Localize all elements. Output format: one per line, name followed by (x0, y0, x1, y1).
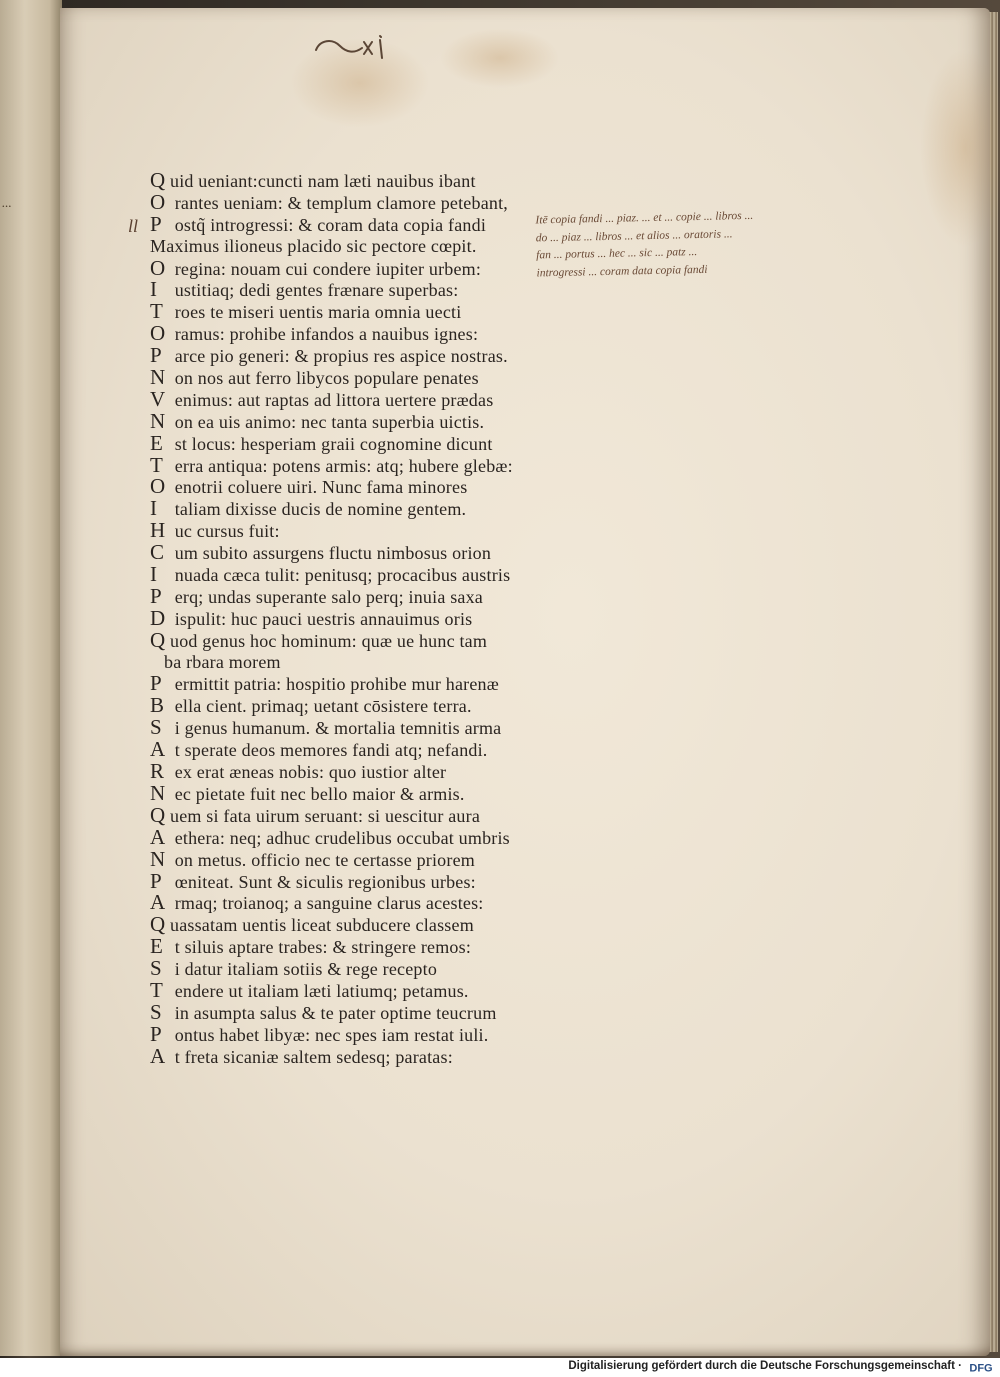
verse-line-text: um subito assurgens fluctu nimbosus orion (170, 543, 492, 564)
verse-initial: V (150, 386, 166, 411)
verse-line-text: uc cursus fuit: (170, 521, 280, 542)
verse-line (150, 627, 530, 652)
folio-handwritten-mark (310, 28, 400, 68)
verse-line (150, 824, 530, 849)
verse-line (150, 802, 530, 827)
verse-initial: T (150, 977, 164, 1002)
verse-line (150, 430, 530, 455)
verse-line (150, 1021, 530, 1046)
verse-line-text: erra antiqua: potens armis: atq; hubere glebæ: (170, 455, 513, 476)
verse-line-text: on ea uis animo: nec tanta superbia uictis. (170, 411, 485, 432)
verse-initial: A (150, 737, 166, 762)
handwritten-annotation (535, 204, 956, 283)
verse-initial: N (150, 408, 166, 433)
verse-line (150, 211, 530, 236)
verse-line (150, 367, 530, 389)
verse-line (150, 189, 530, 214)
verse-line-text: i datur italiam sotiis & rege recepto (170, 959, 438, 980)
verse-line (150, 977, 530, 1002)
verse-initial: P (150, 671, 162, 696)
verse-line-text: t siluis aptare trabes: & stringere remos: (170, 937, 472, 958)
verse-line (150, 170, 530, 192)
verse-line-text: uid ueniant:cuncti nam læti nauibus ibant (170, 171, 476, 191)
verse-line-text: roes te miseri uentis maria omnia uecti (170, 302, 462, 323)
verse-line (150, 739, 530, 761)
verse-line (150, 761, 530, 783)
verse-line (150, 236, 530, 258)
verse-line-text: on nos aut ferro libycos populare penates (170, 368, 479, 389)
verse-initial: T (150, 452, 164, 477)
verse-line (150, 323, 530, 345)
verse-initial: O (150, 255, 166, 280)
verse-line (150, 476, 530, 498)
verse-text-block (150, 170, 530, 1068)
verse-initial: S (150, 715, 162, 740)
verse-line-text: endere ut italiam læti latiumq; petamus. (170, 980, 469, 1001)
verse-initial: P (150, 343, 162, 368)
verse-initial: S (150, 999, 162, 1024)
verse-line (150, 695, 530, 717)
verse-line-text: ethera: neq; adhuc crudelibus occubat umbris (170, 827, 510, 848)
verse-line-text: on metus. officio nec te certasse priorem (170, 849, 475, 870)
verse-line (150, 279, 530, 301)
verse-line-text: enimus: aut raptas ad littora uertere prædas (170, 389, 494, 410)
verse-line-text: uod genus hoc hominum: quæ ue hunc tam (170, 630, 488, 651)
verse-line (150, 652, 530, 674)
verse-line (150, 498, 530, 520)
verse-line (150, 936, 530, 958)
facing-page-fragment: ... (2, 195, 12, 210)
verse-line-text: in asumpta salus & te pater optime teucrum (170, 1002, 497, 1023)
verse-line-text: t sperate deos memores fandi atq; nefandi. (170, 740, 488, 761)
verse-line-text: uassatam uentis liceat subducere classem (170, 915, 474, 936)
footer-credit: Digitalisierung gefördert durch die Deutsche Forschungsgemeinschaft · (568, 1360, 962, 1372)
verse-line-text: ec pietate fuit nec bello maior & armis. (170, 783, 465, 804)
verse-line-text: arce pio generi: & propius res aspice nostras. (170, 346, 508, 367)
verse-initial: O (150, 189, 166, 214)
verse-line-text: st locus: hesperiam graii cognomine dicunt (170, 433, 493, 454)
verse-initial: Q (150, 802, 166, 827)
verse-initial: O (150, 321, 166, 346)
verse-line-text: taliam dixisse ducis de nomine gentem. (170, 499, 467, 520)
verse-initial: H (150, 518, 166, 543)
verse-initial: A (150, 824, 166, 849)
verse-initial: N (150, 846, 166, 871)
verse-line-text: ba rbara morem (164, 651, 281, 672)
verse-line-text: i genus humanum. & mortalia temnitis arma (170, 718, 502, 739)
verse-line-text: t freta sicaniæ saltem sedesq; paratas: (170, 1046, 453, 1067)
verse-initial: I (150, 562, 158, 587)
verse-line-text: ermittit patria: hospitio prohibe mur harenæ (170, 674, 499, 695)
water-stain (440, 28, 560, 88)
verse-line-text: ramus: prohibe infandos a nauibus ignes: (170, 324, 479, 345)
verse-initial: D (150, 605, 166, 630)
footer-bar (0, 1358, 1000, 1377)
verse-line-text: nuada cæca tulit: penitusq; procacibus austris (170, 565, 511, 586)
annotation-line: do ... piaz ... libros ... et alios ... oratoris ... (535, 227, 733, 244)
verse-line (150, 301, 530, 323)
verse-line-text: uem si fata uirum seruant: si uescitur aura (170, 805, 481, 826)
verse-initial: T (150, 299, 164, 324)
verse-line-text: ex erat æneas nobis: quo iustior alter (170, 762, 447, 783)
verse-line-text: ella cient. primaq; uetant cōsistere terra. (170, 696, 472, 717)
verse-line-text: regina: nouam cui condere iupiter urbem: (170, 258, 482, 279)
verse-initial: B (150, 693, 165, 718)
verse-line (150, 673, 530, 695)
verse-initial: R (150, 759, 165, 784)
svg-text:DFG: DFG (969, 1362, 993, 1375)
verse-initial: I (150, 496, 158, 521)
verse-initial: C (150, 540, 165, 565)
verse-line (150, 452, 530, 477)
verse-line-text: Maximus ilioneus placido sic pectore cœpit. (150, 235, 477, 256)
verse-line-text: ispulit: huc pauci uestris annauimus oris (170, 608, 473, 629)
verse-line (150, 846, 530, 871)
verse-line (150, 542, 530, 564)
verse-line (150, 958, 530, 980)
verse-line-text: rantes ueniam: & templum clamore petebant, (170, 192, 508, 213)
facing-page-edge (0, 0, 62, 1356)
verse-line (150, 999, 530, 1024)
verse-line (150, 892, 530, 914)
annotation-line: fan ... portus ... hec ... sic ... patz ... (536, 246, 698, 262)
verse-initial: Q (150, 912, 166, 937)
verse-line (150, 868, 530, 893)
verse-initial: P (150, 583, 162, 608)
verse-initial: I (150, 277, 158, 302)
verse-line (150, 1043, 530, 1068)
margin-mark: ll (128, 216, 139, 236)
verse-line-text: rmaq; troianoq; a sanguine clarus acestes: (170, 893, 484, 914)
verse-initial: P (150, 1021, 162, 1046)
verse-line-text: ontus habet libyæ: nec spes iam restat iuli. (170, 1024, 489, 1045)
verse-line (150, 255, 530, 280)
verse-line (150, 717, 530, 739)
verse-initial: S (150, 956, 162, 981)
verse-initial: P (150, 868, 162, 893)
verse-initial: A (150, 890, 166, 915)
verse-line (150, 564, 530, 586)
verse-line-text: erq; undas superante salo perq; inuia saxa (170, 586, 484, 607)
verse-initial: P (150, 211, 162, 236)
annotation-line: introgressi ... coram data copia fandi (536, 263, 708, 279)
verse-line (150, 780, 530, 805)
verse-initial: O (150, 474, 166, 499)
verse-line (150, 386, 530, 411)
verse-line (150, 408, 530, 433)
verse-line (150, 583, 530, 608)
verse-line-text: œniteat. Sunt & siculis regionibus urbes: (170, 871, 476, 892)
verse-initial: Q (150, 627, 166, 652)
verse-line-text: ustitiaq; dedi gentes frænare superbas: (170, 280, 459, 301)
verse-initial: N (150, 780, 166, 805)
verse-line-text: enotrii coluere uiri. Nunc fama minores (170, 477, 468, 498)
verse-initial: E (150, 430, 164, 455)
verse-line (150, 345, 530, 367)
verse-line (150, 520, 530, 542)
verse-initial: Q (150, 168, 166, 192)
verse-initial: A (150, 1043, 166, 1068)
verse-initial: N (150, 365, 166, 390)
verse-initial: E (150, 934, 164, 959)
annotation-line: Itē copia fandi ... piaz. ... et ... copie ... libros ... (535, 209, 754, 227)
verse-line-text: ostq̃ introgressi: & coram data copia fandi (170, 214, 487, 235)
dfg-logo-icon (966, 1359, 996, 1375)
verse-line (150, 914, 530, 936)
verse-line (150, 605, 530, 630)
